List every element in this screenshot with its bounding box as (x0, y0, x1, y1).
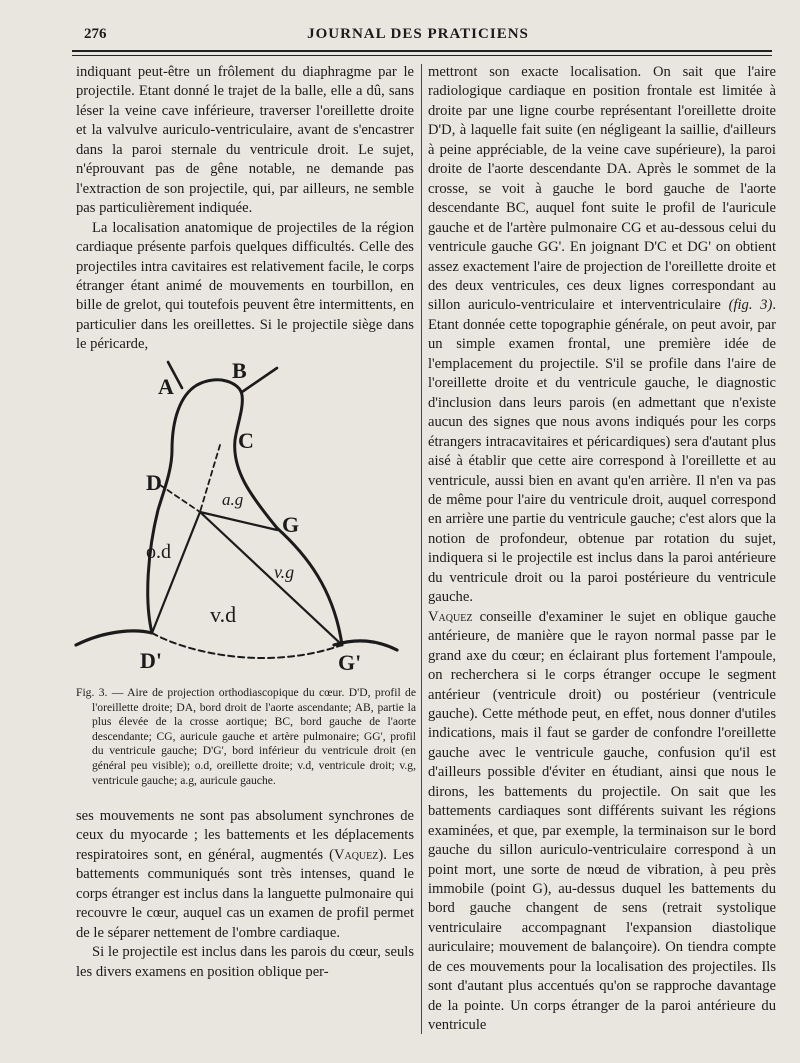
column-divider (421, 64, 422, 1034)
label-C: C (238, 428, 254, 453)
paragraph: indiquant peut-être un frôlement du diaphragme par le projectile. Etant donné le trajet de la balle, elle a dû, sans léser la veine cave inférieure, traverser l'oreillette droite et la valvulve auriculo-ventriculaire, avant de s'encastrer dans la paroi sternale du ventricule droit. Le sujet, n'éprouvant pas de gêne notable, ne demande pas l'extraction de son projectile, qui, par ailleurs, ne semble pas particulièrement indiquée. (76, 64, 414, 217)
author-name: Vaquez (333, 846, 379, 863)
label-B: B (232, 358, 247, 383)
label-A: A (158, 374, 174, 399)
inferior-border-dashed (152, 633, 342, 658)
paragraph (76, 807, 414, 943)
label-G-prime: G' (338, 650, 362, 675)
heart-diagram (72, 350, 417, 685)
running-header (62, 26, 774, 48)
label-D-prime: D' (140, 648, 162, 673)
author-name: Vaquez (428, 608, 473, 625)
header-rule (72, 50, 772, 52)
text-run: ). Les battements communiqués sont très intenses, quand le corps étranger est inclus dans la languette pulmonaire qui recouvre le cœur, auquel cas un examen de profil permet de le séparer nettement de l'ombre cardiaque. (76, 846, 414, 941)
label-D: D (146, 470, 162, 495)
aorta-stroke-b (242, 368, 277, 392)
journal-title: JOURNAL DES PRATICIENS (307, 26, 529, 42)
text-run: . Etant donnée cette topographie générale, on peut avoir, par un simple examen frontal, une première idée de l'emplacement du projectile. S'il se profile dans l'aire de l'oreillette droite et du ventricule gauche, le diagnostic d'inclusion dans leurs parois (en admettant que n'existe aucun des signes que nous avons indiqués pour les corps étrangers intracavitaires et péricardiques) sera d'autant plus aisé à établir que cette aire correspond à l'oreillette et au ventricule, aussi bien en avant qu'en arrière. Il n'en va pas de même pour l'aire du ventricule droit, auquel correspond en arrière une partie du ventricule gauche; c'est alors que la notion de profondeur, obtenue par rotation du sujet, indiquera si le projectile est inclus dans la paroi antérieure du ventricule droit ou la paroi postérieure du ventricule gauche. (428, 297, 776, 606)
paragraph (428, 608, 776, 1036)
caption-text: Fig. 3. — Aire de projection orthodiascopique du cœur. D'D, profil de l'oreillette droite; DA, bord droit de l'aorte ascendante; AB, partie la plus élevée de la crosse aortique; BC, bord gauche de l'aorte descendante; CG, auricule gauche et artère pulmonaire; GG', profil du ventricule gauche; D'G', bord inférieur du ventricule droit (en général peu visible); o.d, oreillette droite; v.d, ventricule droit; v.g, ventricule gauche; a.g, auricule gauche. (76, 686, 416, 787)
figure-heart-projection (72, 350, 417, 685)
label-vd: v.d (210, 602, 237, 627)
paragraph: Si le projectile est inclus dans les parois du cœur, seuls les divers examens en position oblique per- (76, 944, 414, 980)
c-to-junction-dashed (200, 445, 220, 512)
diaphragm-curve-right (334, 641, 397, 650)
figure-caption (76, 686, 416, 788)
label-ag: a.g (222, 490, 244, 509)
left-column-top (76, 63, 414, 355)
label-vg: v.g (274, 562, 295, 582)
header-rule-thin (72, 55, 772, 56)
left-column-bottom (76, 807, 414, 982)
paragraph: La localisation anatomique de projectiles de la région cardiaque présente parfois quelques difficultés. Celle des projectiles intra cavitaires est relativement facile, le corps étranger étant animé de mouvements en tourbillon, en bille de grelot, qui toutefois peuvent être intermittents, en particulier dans les oreillettes. Si le projectile siège dans le péricarde, (76, 219, 414, 353)
right-column (428, 63, 776, 1036)
label-G: G (282, 512, 300, 537)
page-number: 276 (84, 26, 107, 42)
paragraph (428, 63, 776, 608)
junction-to-dp (152, 512, 200, 633)
figure-reference: (fig. 3) (728, 297, 773, 314)
label-od: o.d (146, 541, 171, 563)
text-run: conseille d'examiner le sujet en oblique gauche antérieure, de manière que le rayon normal passe par le grand axe du cœur; en éclairant plus fortement l'ampoule, on recherchera si le corps étranger occupe le segment antérieur (ventricule droit) ou postérieur (ventricule gauche). Cette méthode peut, en effet, nous donner d'utiles indications, mais il faut se garder de confondre l'oreillette gauche avec le ventricule gauche, confusion qu'il est d'ailleurs possible d'éviter en étudiant, ainsi que nous le dirons, les battements du projectile. On sait que les battements cardiaques sont différents suivant les régions examinées, et que, par exemple, la terminaison sur le bord gauche du sillon auriculo-ventriculaire correspond à un point mort, une sorte de nœud de vibration, à peu près immobile (point G), au-dessus duquel les battements du bord gauche changent de sens (retrait systolique ventriculaire accompagnant l'expansion diastolique auriculaire; mouvement de balançoire). On tiendra compte de ces mouvements pour la localisation des projectiles. Ils sont d'autant plus accentués qu'on se rapproche davantage de la pointe. Un corps étranger de la paroi antérieure du ventricule (428, 608, 776, 1034)
diaphragm-curve-left (76, 631, 152, 645)
text-run: ses mouvements ne sont pas absolument synchrones de ceux du myocarde ; les battements et les déplacements respiratoires sont, en général, augmentés ( (76, 808, 414, 863)
left-ventricle-contour (277, 528, 342, 645)
text-run: mettront son exacte localisation. On sait que l'aire radiologique cardiaque en position frontale est limitée à droite par une ligne courbe représentant l'oreillette droite D'D, à laquelle fait suite (en négligeant la saillie, d'ailleurs à peine appréciable, de la veine cave supérieure), la paroi droite de l'aorte descendante DA. Après le sommet de la crosse, se voit à gauche le bord gauche de l'aorte descendante BC, auquel font suite le profil de l'auricule gauche et de l'artère pulmonaire CG et au-dessous celui du ventricule gauche GG'. En joignant D'C et DG' on obtient assez exactement l'aire de projection de l'oreillette droite et des deux ventricules, ces deux lignes correspondant au sillon auriculo-ventriculaire et interventriculaire (428, 64, 776, 314)
